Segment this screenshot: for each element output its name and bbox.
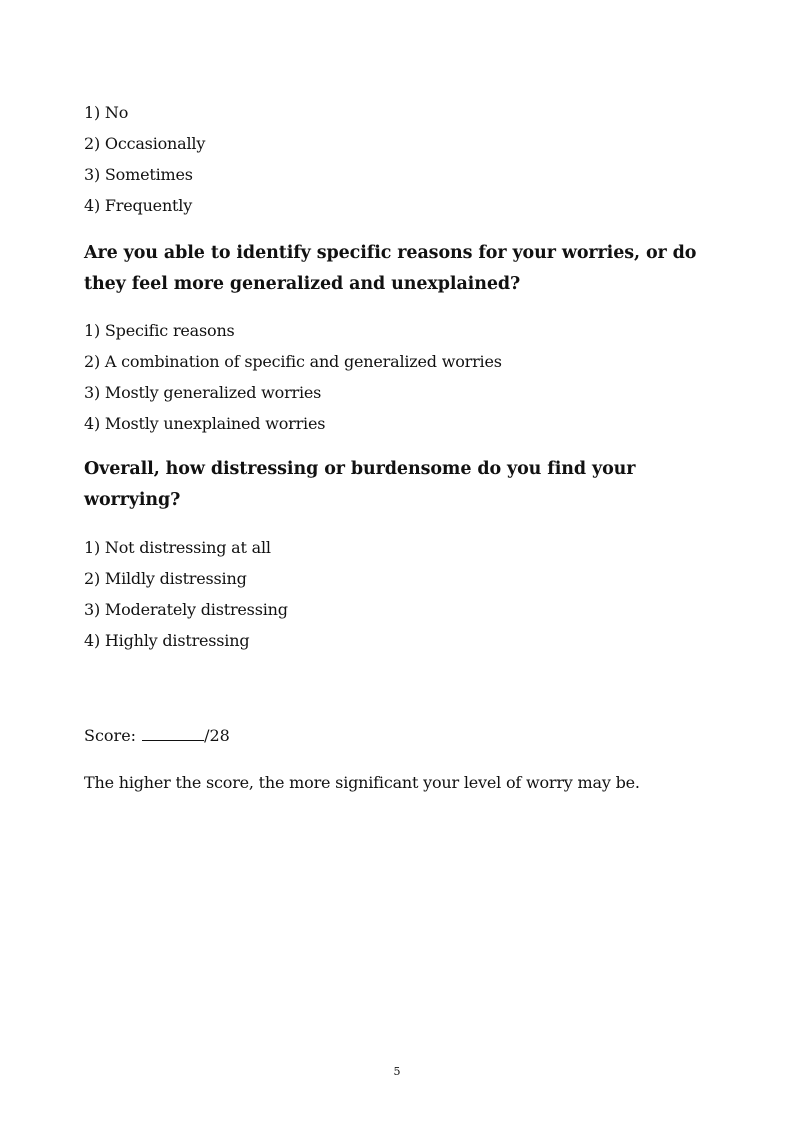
answer-option: 3) Moderately distressing	[84, 600, 288, 619]
answer-options-distress-level	[84, 532, 288, 656]
question-distress-level: Overall, how distressing or burdensome do you find your worrying?	[84, 459, 636, 510]
score-interpretation-note: The higher the score, the more significant your level of worry may be.	[84, 773, 640, 792]
answer-option: 2) A combination of specific and generalized worries	[84, 352, 502, 371]
answer-options-worry-reasons	[84, 315, 502, 439]
answer-option: 2) Mildly distressing	[84, 569, 247, 588]
score-label: Score:	[84, 726, 137, 745]
answer-option: 4) Frequently	[84, 196, 193, 215]
page-number: 5	[393, 1065, 401, 1078]
answer-options-previous-question	[84, 97, 205, 221]
answer-option: 4) Highly distressing	[84, 631, 250, 650]
answer-option: 1) No	[84, 103, 129, 122]
question-worry-reasons: Are you able to identify specific reasons for your worries, or do they feel more generalized and unexplained?	[84, 243, 697, 294]
answer-option: 1) Not distressing at all	[84, 538, 271, 557]
answer-option: 4) Mostly unexplained worries	[84, 414, 326, 433]
answer-option: 1) Specific reasons	[84, 321, 235, 340]
answer-option: 3) Sometimes	[84, 165, 193, 184]
answer-option: 2) Occasionally	[84, 134, 206, 153]
score-line	[84, 722, 230, 750]
score-blank	[142, 726, 204, 741]
answer-option: 3) Mostly generalized worries	[84, 383, 322, 402]
score-max: /28	[204, 726, 230, 745]
